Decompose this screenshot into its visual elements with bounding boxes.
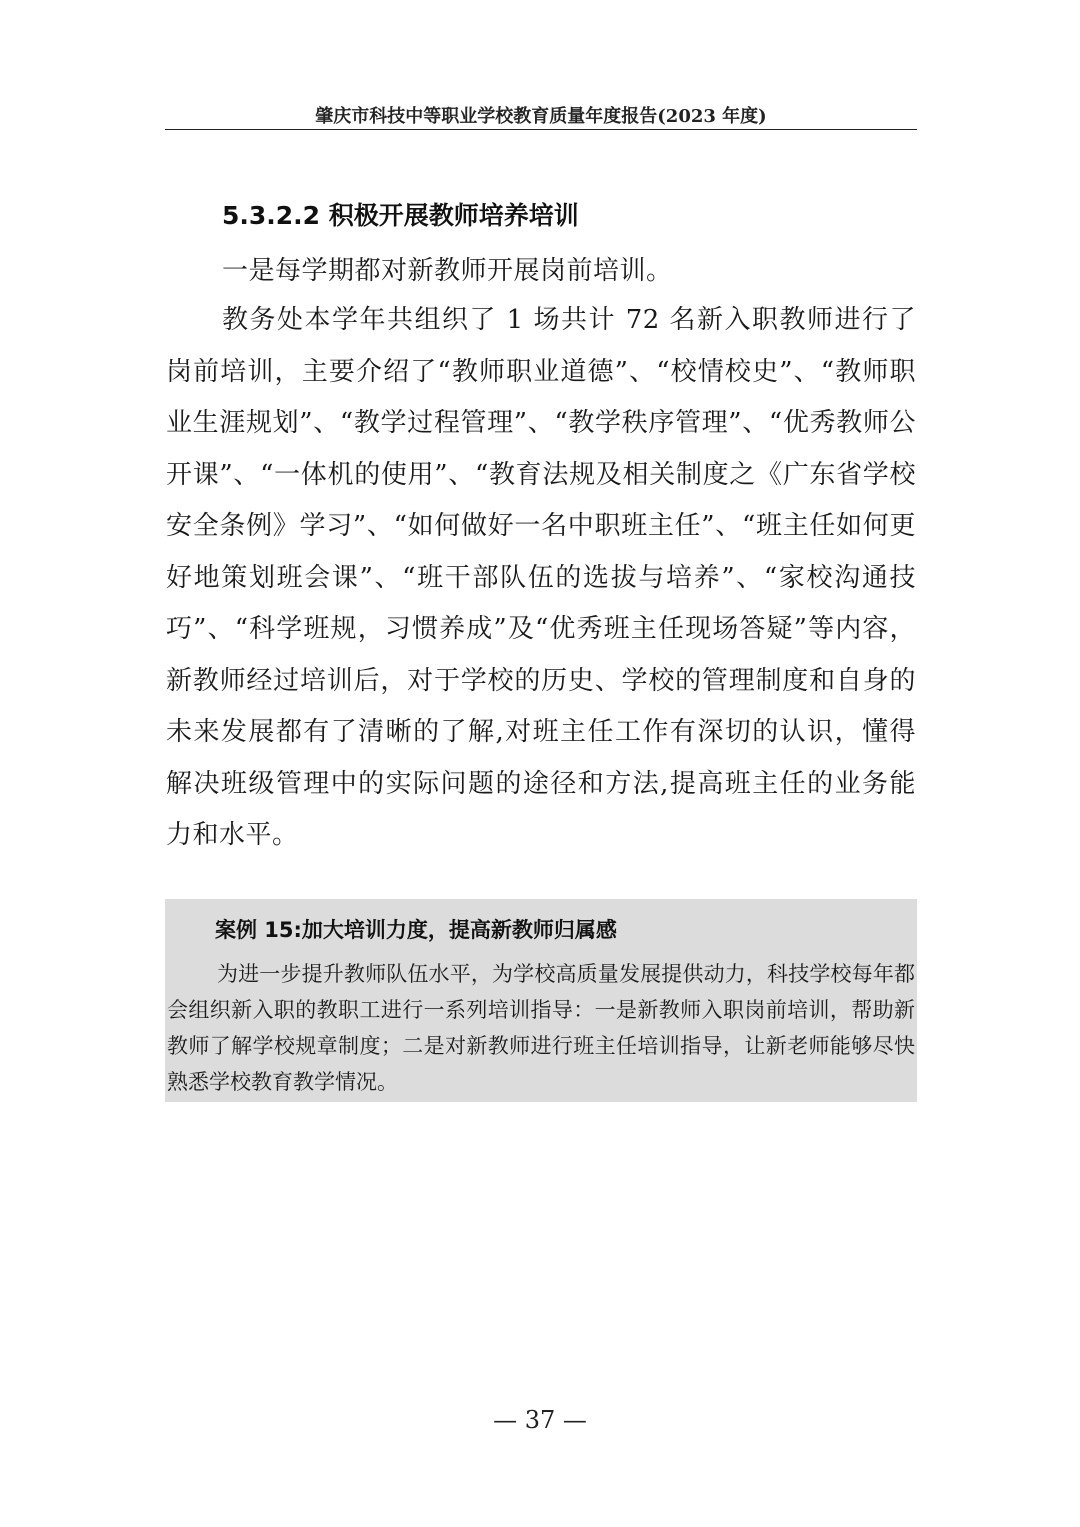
case-study-body: 为进一步提升教师队伍水平，为学校高质量发展提供动力，科技学校每年都会组织新入职的教职工进行一系列培训指导：一是新教师入职岗前培训，帮助新教师了解学校规章制度；二是对新教师进行班主任培训指导，让新老师能够尽快熟悉学校教育教学情况。 [167,962,915,1094]
body-paragraph: 一是每学期都对新教师开展岗前培训。 [222,256,673,286]
section-heading: 5.3.2.2 积极开展教师培养培训 [222,201,579,230]
case-study-box [165,899,917,1102]
body-paragraph: 教务处本学年共组织了 1 场共计 72 名新入职教师进行了岗前培训，主要介绍了“教师职业道德”、“校情校史”、“教师职业生涯规划”、“教学过程管理”、“教学秩序管理”、“优秀教师公开课”、“一体机的使用”、“教育法规及相关制度之《广东省学校安全条例》学习”、“如何做好一名中职班主任”、“班主任如何更好地策划班会课”、“班干部队伍的选拔与培养”、“家校沟通技巧”、“科学班规，习惯养成”及“优秀班主任现场答疑”等内容，新教师经过培训后，对于学校的历史、学校的管理制度和自身的未来发展都有了清晰的了解,对班主任工作有深切的认识，懂得解决班级管理中的实际问题的途径和方法,提高班主任的业务能力和水平。 [166,305,916,850]
header-divider [165,129,917,130]
page-header-title: 肇庆市科技中等职业学校教育质量年度报告(2023 年度) [315,106,767,127]
case-study-title: 案例 15:加大培训力度，提高新教师归属感 [215,918,617,942]
page-number: — 37 — [493,1406,587,1434]
